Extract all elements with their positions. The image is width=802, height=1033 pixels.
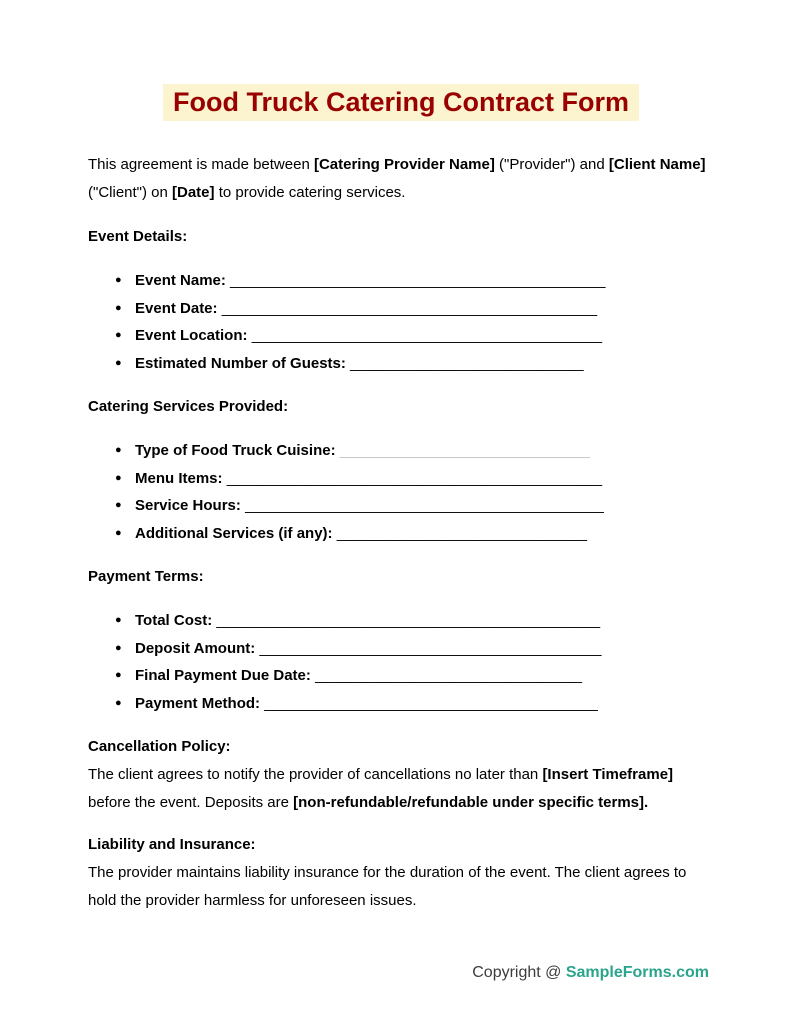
- placeholder-client-name: [Client Name]: [608, 156, 706, 173]
- placeholder-date: [Date]: [172, 184, 215, 201]
- section-heading-catering-services: Catering Services Provided:: [88, 398, 289, 415]
- field-label-event-location: Event Location:: [135, 327, 248, 344]
- list-item: [88, 437, 714, 465]
- list-item: [88, 465, 714, 493]
- bullet-icon: ●: [115, 301, 122, 314]
- placeholder-insert-timeframe: [Insert Timeframe]: [542, 766, 674, 783]
- field-label-event-date: Event Date:: [135, 299, 218, 317]
- field-label-deposit-amount: Deposit Amount:: [135, 639, 256, 657]
- list-item: [88, 350, 714, 378]
- placeholder-refund-terms: [non-refundable/refundable under specific terms].: [293, 794, 649, 811]
- field-label-service-hours: Service Hours:: [135, 497, 241, 514]
- bullet-icon: ●: [115, 444, 122, 456]
- list-item: [88, 322, 714, 350]
- list-item: [88, 635, 714, 663]
- bullet-icon: ●: [115, 499, 122, 511]
- bullet-icon: ●: [115, 329, 122, 341]
- blank-line: ________________________________: [315, 667, 583, 684]
- blank-line: ________________________________________: [264, 694, 598, 712]
- blank-line: __________________________________________: [251, 327, 603, 344]
- bullet-icon: ●: [115, 356, 122, 369]
- list-item: [88, 662, 714, 690]
- blank-line: ______________________________: [336, 524, 587, 542]
- field-label-menu-items: Menu Items:: [135, 469, 223, 487]
- blank-line: ______________________________________________: [216, 612, 601, 629]
- blank-line: ____________________________: [350, 354, 584, 372]
- intro-text-1: This agreement is made between: [88, 156, 314, 173]
- cancellation-text-2: before the event. Deposits are: [88, 794, 294, 811]
- bullet-icon: ●: [115, 669, 122, 681]
- field-label-final-payment-due: Final Payment Due Date:: [135, 667, 311, 684]
- catering-services-list: [88, 437, 714, 547]
- field-label-cuisine-type: Type of Food Truck Cuisine:: [135, 442, 336, 459]
- bullet-icon: ●: [115, 696, 122, 709]
- blank-line: _____________________________________________: [230, 272, 606, 289]
- intro-text-4: to provide catering services.: [214, 184, 406, 201]
- copyright-text: Copyright @: [472, 964, 566, 981]
- blank-line: _____________________________________________: [221, 299, 598, 317]
- bullet-icon: ●: [115, 641, 122, 654]
- cancellation-paragraph: [88, 761, 714, 817]
- page-title-text: Food Truck Catering Contract Form: [163, 84, 639, 121]
- intro-text-2: ("Provider") and: [494, 156, 609, 173]
- blank-line: ___________________________________________: [245, 497, 604, 514]
- section-heading-payment-terms: Payment Terms:: [88, 568, 204, 585]
- bullet-icon: ●: [115, 471, 122, 484]
- blank-line: ______________________________: [339, 442, 591, 459]
- field-label-additional-services: Additional Services (if any):: [135, 524, 333, 542]
- list-item: [88, 607, 714, 635]
- list-item: [88, 690, 714, 718]
- footer: [472, 964, 709, 982]
- placeholder-catering-provider-name: [Catering Provider Name]: [313, 156, 495, 173]
- list-item: [88, 267, 714, 295]
- field-label-payment-method: Payment Method:: [135, 694, 261, 712]
- cancellation-text-1: The client agrees to notify the provider of cancellations no later than: [88, 766, 543, 783]
- bullet-icon: ●: [115, 526, 122, 539]
- liability-paragraph: The provider maintains liability insurance for the duration of the event. The client agrees to hold the provider harmless for unforeseen issues.: [88, 864, 687, 909]
- bullet-icon: ●: [115, 274, 122, 286]
- field-label-estimated-guests: Estimated Number of Guests:: [135, 354, 346, 372]
- section-heading-event-details: Event Details:: [88, 228, 188, 245]
- intro-text-3: ("Client") on: [88, 184, 173, 201]
- sampleforms-link[interactable]: SampleForms.com: [565, 964, 709, 981]
- list-item: [88, 295, 714, 323]
- page-title: [88, 84, 714, 121]
- bullet-icon: ●: [115, 614, 122, 626]
- intro-paragraph: [88, 151, 714, 207]
- section-heading-cancellation-policy: Cancellation Policy:: [88, 738, 231, 755]
- list-item: [88, 492, 714, 520]
- field-label-total-cost: Total Cost:: [135, 612, 213, 629]
- section-heading-liability: Liability and Insurance:: [88, 836, 256, 853]
- blank-line: _________________________________________: [259, 639, 602, 657]
- list-item: [88, 520, 714, 548]
- payment-terms-list: [88, 607, 714, 717]
- blank-line: _____________________________________________: [226, 469, 603, 487]
- field-label-event-name: Event Name:: [135, 272, 226, 289]
- event-details-list: [88, 267, 714, 377]
